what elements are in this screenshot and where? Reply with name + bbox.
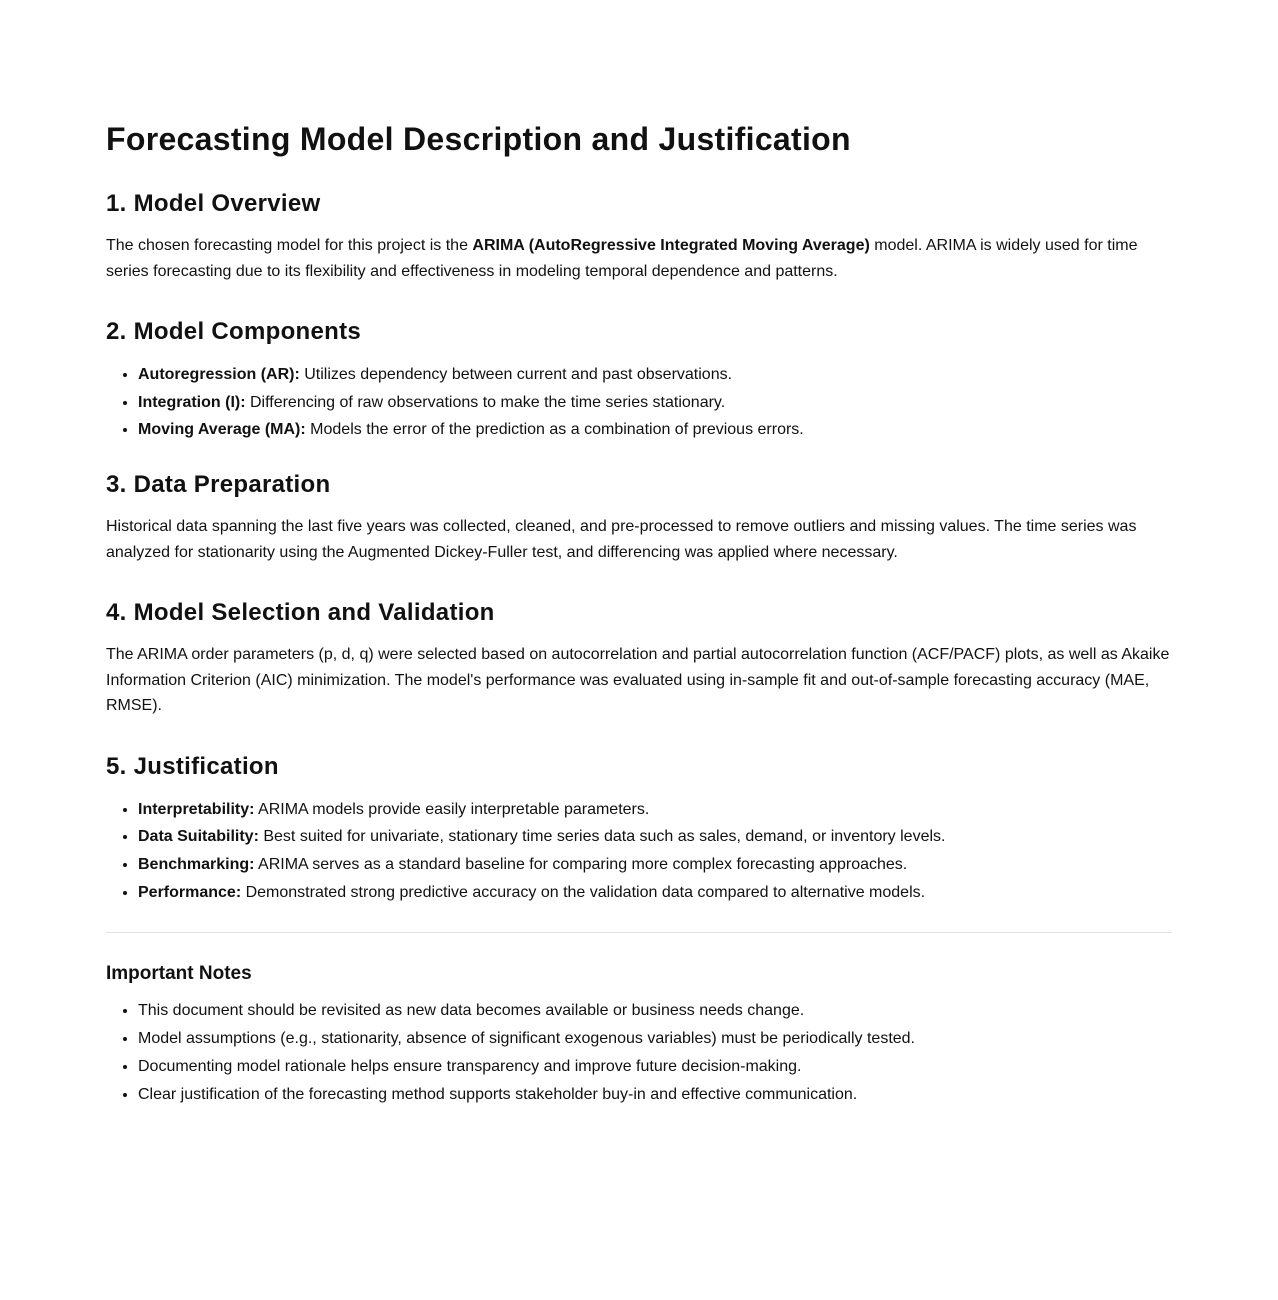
list-item: • Model assumptions (e.g., stationarity, absence of significant exogenous variables) must be periodically tested.	[138, 1025, 1172, 1053]
page-title: Forecasting Model Description and Justification	[106, 121, 851, 157]
section-heading-selection: 4. Model Selection and Validation	[106, 599, 495, 627]
section-heading-overview: 1. Model Overview	[106, 190, 321, 217]
list-item: • Data Suitability: Best suited for univariate, stationary time series data such as sales, demand, or inventory levels.	[138, 823, 1172, 851]
notes-list	[106, 997, 1172, 1108]
list-item: • Documenting model rationale helps ensure transparency and improve future decision-making.	[138, 1053, 1172, 1081]
selection-paragraph: The ARIMA order parameters (p, d, q) were selected based on autocorrelation and partial autocorrelation function (ACF/PACF) plots, as well as Akaike Information Criterion (AIC) minimization. The model's performance was evaluated using in-sample fit and out-of-sample forecasting accuracy (MAE, RMSE).	[106, 646, 1170, 715]
list-item: • Benchmarking: ARIMA serves as a standard baseline for comparing more complex forecasting approaches.	[138, 851, 1172, 879]
list-item: • This document should be revisited as new data becomes available or business needs change.	[138, 997, 1172, 1025]
notes-heading: Important Notes	[106, 963, 252, 985]
list-item: • Clear justification of the forecasting method supports stakeholder buy-in and effective communication.	[138, 1081, 1172, 1109]
model-name-bold: ARIMA (AutoRegressive Integrated Moving Average)	[472, 237, 870, 254]
list-item: • Performance: Demonstrated strong predictive accuracy on the validation data compared to alternative models.	[138, 879, 1172, 907]
data-prep-paragraph: Historical data spanning the last five years was collected, cleaned, and pre-processed to remove outliers and missing values. The time series was analyzed for stationarity using the Augmented Dickey-Fuller test, and differencing was applied where necessary.	[106, 518, 1137, 561]
list-item: • Integration (I): Differencing of raw observations to make the time series stationary.	[138, 389, 1172, 417]
list-item: • Autoregression (AR): Utilizes dependency between current and past observations.	[138, 361, 1172, 389]
list-item: • Interpretability: ARIMA models provide easily interpretable parameters.	[138, 796, 1172, 824]
section-heading-justification: 5. Justification	[106, 752, 279, 780]
justification-list	[106, 796, 1172, 907]
section-heading-data-prep: 3. Data Preparation	[106, 471, 331, 499]
section-heading-components: 2. Model Components	[106, 318, 362, 345]
section-divider	[106, 932, 1172, 933]
overview-paragraph: The chosen forecasting model for this project is the ARIMA (AutoRegressive Integrated Moving Average) model. ARIMA is widely used for time series forecasting due to its flexibility and effectiveness in modeling temporal dependence and patterns.	[106, 237, 1138, 280]
components-list	[106, 361, 1172, 444]
list-item: • Moving Average (MA): Models the error of the prediction as a combination of previous errors.	[138, 416, 1172, 444]
